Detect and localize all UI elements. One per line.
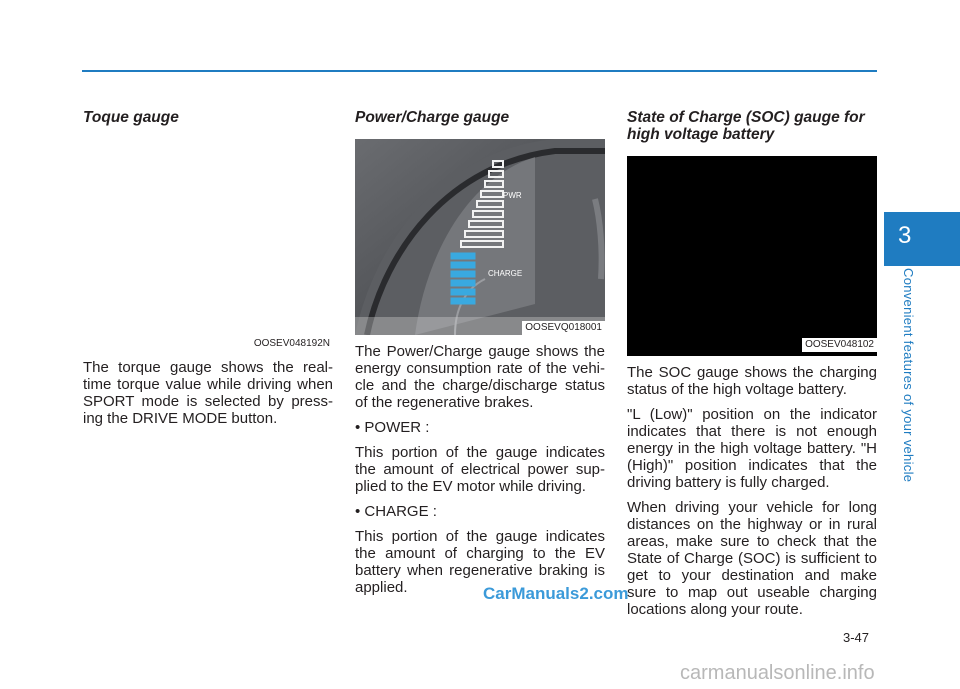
heading-power-charge-gauge: Power/Charge gauge — [355, 109, 510, 126]
charge-label: CHARGE — [488, 269, 523, 278]
heading-torque-gauge: Toque gauge — [83, 109, 179, 126]
header-rule — [82, 70, 877, 72]
power-charge-gauge-illustration — [355, 139, 605, 335]
chapter-number: 3 — [898, 222, 912, 249]
figure-code: OOSEVQ018001 — [522, 321, 605, 335]
watermark-footer: carmanualsonline.info — [680, 662, 875, 684]
figure-power-charge-gauge — [355, 139, 605, 335]
paragraph: The Power/Charge gauge shows the energy consumption rate of the vehi-cle and the charge/discharge status of the regenerative brakes. — [355, 343, 605, 411]
page-number: 3-47 — [843, 630, 870, 645]
bullet-charge: • CHARGE : — [355, 503, 437, 520]
column-power-charge-gauge — [355, 109, 605, 604]
paragraph: When driving your vehicle for long distances on the highway or in rural areas, make sure to check that the State of Charge (SOC) is sufficient to get to your destination and make sure to map out useable charging locations along your route. — [627, 499, 877, 618]
figure-soc-gauge — [627, 156, 877, 356]
figure-code: OOSEV048102 — [802, 338, 877, 352]
paragraph: The torque gauge shows the real-time torque value while driving when SPORT mode is selected by press-ing the DRIVE MODE button. — [83, 359, 333, 427]
figure-torque-gauge — [83, 126, 333, 351]
watermark-site: CarManuals2.com — [483, 584, 629, 603]
chapter-tab — [884, 212, 960, 266]
column-soc-gauge — [627, 109, 877, 626]
chapter-title-vertical — [902, 268, 922, 498]
column-torque-gauge — [83, 109, 333, 435]
paragraph: "L (Low)" position on the indicator indicates that there is not enough energy in the high voltage battery. "H (High)" position indicates that the driving battery is fully charged. — [627, 406, 877, 491]
paragraph: The SOC gauge shows the charging status of the high voltage battery. — [627, 364, 877, 398]
paragraph: This portion of the gauge indicates the amount of electrical power sup-plied to the EV motor while driving. — [355, 444, 605, 495]
pwr-label: PWR — [503, 191, 522, 200]
chapter-title: Convenient features of your vehicle — [901, 268, 916, 483]
figure-code: OOSEV048192N — [251, 337, 333, 351]
heading-soc-gauge: State of Charge (SOC) gauge for high voltage battery — [627, 109, 865, 143]
paragraph: This portion of the gauge indicates the amount of charging to the EV battery when regenerative braking is applied. — [355, 528, 605, 596]
bullet-power: • POWER : — [355, 419, 430, 436]
